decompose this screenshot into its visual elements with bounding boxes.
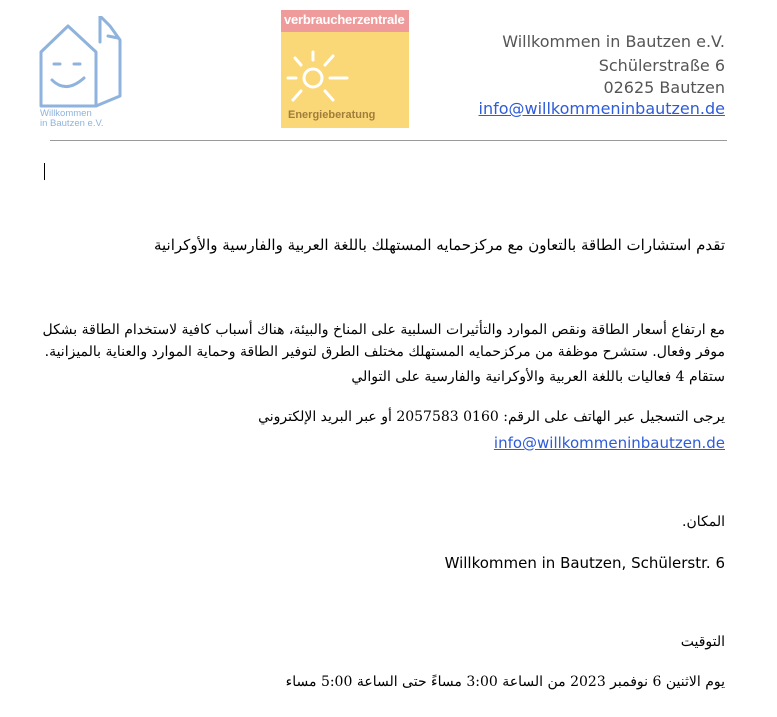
wib-caption-line2: in Bautzen e.V. xyxy=(40,118,104,129)
sun-icon xyxy=(285,48,355,108)
paragraph-line-1: مع ارتفاع أسعار الطاقة ونقص الموارد والتأثيرات السلبية على المناخ والبيئة، هناك أسباب كافية لاستخدام الطاقة بشكل xyxy=(42,322,725,338)
text-cursor xyxy=(44,163,45,180)
header-divider xyxy=(50,140,727,141)
paragraph-line-3: ستقام 4 فعاليات باللغة العربية والأوكرانية والفارسية على التوالي xyxy=(351,369,725,385)
wib-caption-line1: Willkommen xyxy=(40,108,92,119)
time-label: التوقيت xyxy=(680,634,725,650)
place-value: Willkommen in Bautzen, Schülerstr. 6 xyxy=(444,554,725,572)
registration-text: يرجى التسجيل عبر الهاتف على الرقم: 0160 2057583 أو عبر البريد الإلكتروني xyxy=(258,409,725,425)
paragraph-line-2: موفر وفعال. ستشرح موظفة من مركزحمايه المستهلك مختلف الطرق لتوفير الطاقة وحماية الموارد والعناية بالميزانية. xyxy=(44,344,725,360)
address-city: 02625 Bautzen xyxy=(603,78,725,97)
verbraucherzentrale-logo xyxy=(281,10,409,128)
header-email-link[interactable]: info@willkommeninbautzen.de xyxy=(478,99,725,118)
place-label: المكان. xyxy=(682,514,725,530)
time-value: يوم الاثنين 6 نوفمبر 2023 من الساعة 3:00 مساءً حتى الساعة 5:00 مساء xyxy=(285,674,725,690)
vz-title-band xyxy=(281,10,409,32)
address-org: Willkommen in Bautzen e.V. xyxy=(502,32,725,51)
registration-email-link[interactable]: info@willkommeninbautzen.de xyxy=(493,434,725,452)
house-logo-icon xyxy=(38,16,124,108)
willkommen-logo xyxy=(38,16,124,132)
vz-subtitle: Energieberatung xyxy=(288,109,376,121)
vz-title: verbraucherzentrale xyxy=(284,12,405,27)
intro-heading: تقدم استشارات الطاقة بالتعاون مع مركزحمايه المستهلك باللغة العربية والفارسية والأوكرانية xyxy=(153,236,725,254)
address-street: Schülerstraße 6 xyxy=(598,56,725,75)
